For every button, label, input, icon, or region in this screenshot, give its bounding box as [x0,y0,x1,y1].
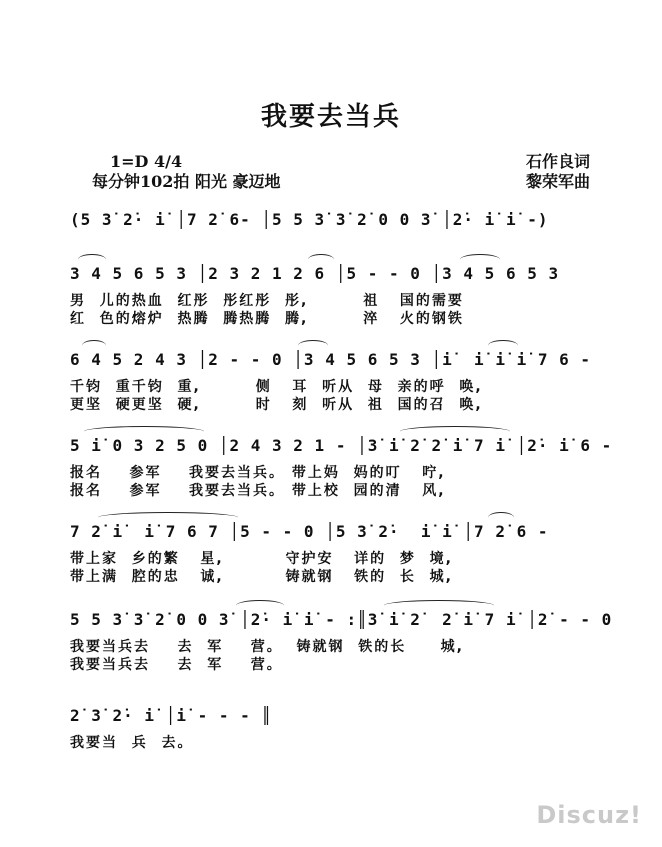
lyric-verse-2: 更坚 硬更坚 硬, 时 刻 听从 祖 国的召 唤, [70,397,483,413]
score-row [70,344,592,413]
lyric-verse-2: 带上满 腔的忠 诚, 铸就钢 铁的 长 城, [70,569,453,585]
lyricist: 石作良词 [525,152,590,171]
notes: (5 3̇ 2̇· i̇ │7 2̇ 6- │5 5 3̇ 3̇ 2̇ 0 0 3̇ │2̇· i̇ i̇ -) [70,210,549,229]
notes: 7 2̇ i̇ i̇ 7 6 7 │5 - - 0 │5 3̇ 2̇· i̇ i̇ │7 2̇ 6 - [70,522,549,541]
notes: 2̇ 3̇ 2̇· i̇ │i̇ - - - ║ [70,706,273,725]
notes: 3 4 5 6 5 3 │2 3 2 1 2 6 │5 - - 0 │3 4 5 6 5 3 [70,264,560,283]
notation-line [70,700,590,734]
credits-block [526,152,590,192]
lyric-verse-1: 我要当兵去 去 军 营。 铸就钢 铁的长 城, [70,639,464,655]
score-row [70,430,613,499]
notation-line [70,204,590,238]
lyric-verse-2: 报名 参军 我要去当兵。 带上校 园的清 风, [70,483,446,499]
composer: 黎荣军曲 [525,172,590,191]
lyric-verse-1: 报名 参军 我要去当兵。 带上妈 妈的叮 咛, [70,465,446,481]
notation-line [70,430,613,464]
tempo-mood: 每分钟102拍 阳光 豪迈地 [92,172,281,191]
lyric-verse-2: 红 色的熔炉 热腾 腾热腾 腾, 淬 火的钢铁 [70,311,464,327]
lyric-verse-1: 千钧 重千钧 重, 侧 耳 听从 母 亲的呼 唤, [70,379,483,395]
notes: 5 i̇ 0 3 2 5 0 │2 4 3 2 1 - │3̇ i̇ 2̇ 2̇ i̇ 7 i̇ │2̇· i̇ 6 - [70,436,613,455]
notes: 5 5 3̇ 3̇ 2̇ 0 0 3̇ │2̇· i̇ i̇ - :║3̇ i̇ 2̇ 2̇ i̇ 7 i̇ │2̇ - - 0 [70,610,613,629]
score-row [70,204,590,238]
lyric-verse-2: 我要当兵去 去 军 营。 [70,657,283,673]
score-row [70,258,590,327]
notation-line [70,604,613,638]
lyric-verse-1: 我要当 兵 去。 [70,735,194,751]
notation-line [70,516,590,550]
lyric-verse-1: 带上家 乡的繁 星, 守护安 详的 梦 境, [70,551,453,567]
score-row [70,604,613,673]
tempo-block [92,152,281,192]
watermark: Discuz! [536,801,642,829]
song-title: 我要去当兵 [260,102,401,132]
key-time-signature: 1=D 4/4 [110,152,183,171]
notation-line [70,344,590,378]
notation-line [70,258,590,292]
lyric-verse-1: 男 儿的热血 红彤 彤红彤 彤, 祖 国的需要 [70,293,464,309]
notes: 6 4 5 2 4 3 │2 - - 0 │3 4 5 6 5 3 │i̇ i̇ i̇ i̇ 7 6 - [70,350,592,369]
score-row [70,700,590,751]
score-row [70,516,590,585]
